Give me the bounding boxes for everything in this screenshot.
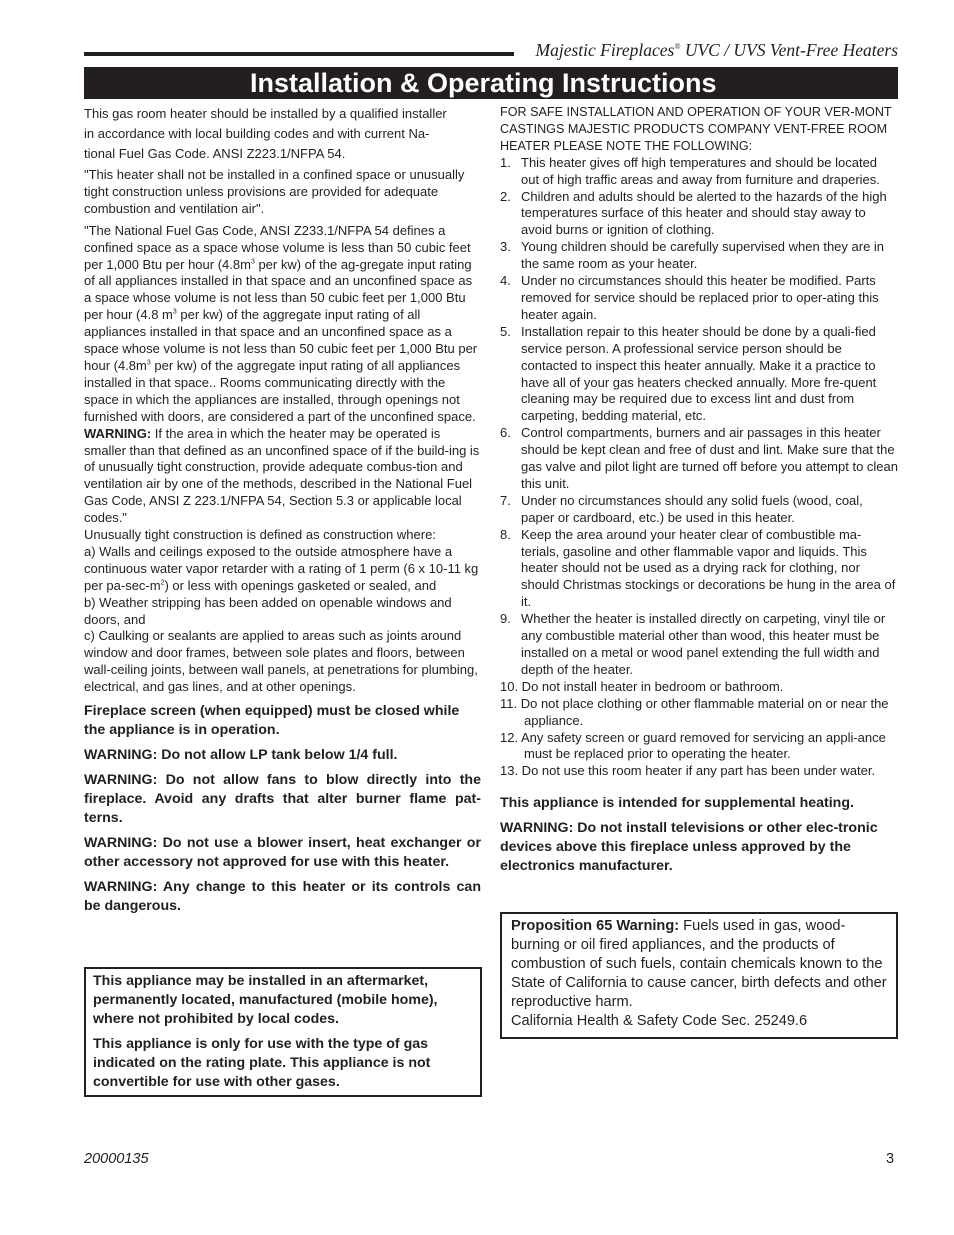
list-item — [500, 425, 898, 493]
list-text: Under no circumstances should this heater be modified. Parts removed for service should be replaced prior to oper-ating this heater again. — [521, 273, 879, 322]
brand-name: Majestic Fireplaces — [535, 40, 675, 60]
left-column — [84, 104, 481, 916]
definition-paragraph — [84, 223, 481, 426]
quote-paragraph: "This heater shall not be installed in a confined space or unusually tight construction unless provisions are provided for adequate combustion and ventilation air". — [84, 167, 465, 216]
list-item: 11. Do not place clothing or other flammable material on or near the appliance. — [500, 695, 889, 728]
page-title: Installation & Operating Instructions — [84, 67, 898, 99]
list-number: 9. — [500, 611, 511, 627]
list-text: Children and adults should be alerted to the hazards of the high temperatures surface of this heater and should stay away to avoid burns or ignition of clothing. — [521, 188, 887, 238]
list-item — [500, 273, 898, 324]
list-number: 7. — [500, 492, 511, 508]
change-warning: WARNING: Any change to this heater or its controls can be dangerous. — [84, 879, 481, 915]
mobile-home-notice: This appliance may be installed in an aftermarket, permanently located, manufactured (mobile home), where not prohibited by local codes. — [93, 973, 438, 1027]
list-number: 6. — [500, 425, 511, 441]
list-text: This heater gives off high temperatures and should be located out of high traffic areas and away from furniture and draperies. — [521, 154, 880, 187]
list-item: 13. Do not use this room heater if any part has been under water. — [500, 763, 876, 779]
list-item: 12. Any safety screen or guard removed for servicing an appli-ance must be replaced prior to operating the heater. — [500, 729, 886, 762]
list-text: Under no circumstances should any solid fuels (wood, coal, paper or cardboard, etc.) be used in this heater. — [521, 492, 863, 525]
prop65-warning-box — [500, 912, 898, 1039]
list-number: 8. — [500, 526, 511, 542]
tight-item-b: b) Weather stripping has been added on openable windows and doors, and — [84, 594, 452, 627]
definition-text: per kw) of the aggregate input rating of all appliances installed in that space and an unconfined space as a space whose volume is not less than 50 cubic feet per 1,000 Btu per hour (4.8m — [84, 307, 478, 373]
brand-product: UVC / UVS Vent-Free Heaters — [680, 40, 898, 60]
list-number: 1. — [500, 154, 511, 170]
safety-list — [500, 155, 898, 679]
document-number: 20000135 — [84, 1151, 149, 1167]
intro-line: This gas room heater should be installed by a qualified installer — [84, 106, 447, 121]
installation-notice-box — [84, 967, 482, 1097]
prop65-paragraph — [511, 917, 887, 1012]
list-item — [500, 239, 898, 273]
header-brand — [520, 40, 898, 61]
superscript: 2 — [160, 579, 165, 587]
tight-item-a — [84, 544, 481, 595]
warning-text: If the area in which the heater may be operated is smaller than that defined as an unconfined space of if the build-ing is of unusually tight construction, provide adequate combus-tion and ventilation air by one of the methods, described in the National Fuel Gas Code, ANSI Z 223.1/NFPA 54, Section 5.3 or applicable local codes." — [84, 425, 480, 526]
intro-line: tional Fuel Gas Code. ANSI Z223.1/NFPA 54. — [84, 146, 346, 161]
page-number: 3 — [886, 1151, 895, 1167]
list-item — [500, 611, 898, 679]
list-number: 3. — [500, 239, 511, 255]
tight-item-text: a) Walls and ceilings exposed to the outside atmosphere have a continuous water vapor retarder with a rating of 1 perm (6 x 10-11 kg per pa-sec-m — [84, 543, 479, 593]
blower-warning: WARNING: Do not use a blower insert, heat exchanger or other accessory not approved for use with this heater. — [84, 835, 481, 871]
safety-intro: FOR SAFE INSTALLATION AND OPERATION OF YOUR VER-MONT CASTINGS MAJESTIC PRODUCTS COMPANY VENT-FREE ROOM HEATER PLEASE NOTE THE FOLLOWING: — [500, 105, 892, 153]
list-number: 4. — [500, 273, 511, 289]
warning-label: WARNING: — [84, 425, 152, 441]
list-number: 5. — [500, 323, 511, 339]
brand-registered-mark: ® — [674, 42, 681, 52]
superscript: 3 — [172, 308, 177, 316]
list-number: 2. — [500, 188, 511, 204]
superscript: 3 — [146, 359, 151, 367]
list-item: 10. Do not install heater in bedroom or bathroom. — [500, 678, 784, 694]
screen-warning: Fireplace screen (when equipped) must be closed while the appliance is in operation. — [84, 703, 460, 739]
list-text: Keep the area around your heater clear of combustible ma-terials, gasoline and other flammable vapor and liquids. This heater should not be used as a drying rack for clothing, nor should Christmas stockings or decorations be hung in the area of it. — [521, 526, 896, 610]
list-item — [500, 324, 898, 425]
list-item — [500, 189, 898, 240]
lp-tank-warning: WARNING: Do not allow LP tank below 1/4 full. — [84, 747, 398, 764]
tight-item-text: ) or less with openings gasketed or sealed, and — [164, 577, 437, 593]
electronics-warning: WARNING: Do not install televisions or other elec-tronic devices above this fireplace unless approved by the electronics manufacturer. — [500, 820, 878, 875]
prop65-label: Proposition 65 Warning: — [511, 918, 680, 934]
list-item — [500, 527, 898, 612]
definition-text: per kw) of the aggregate input rating of all appliances installed in that space.. Rooms communicating directly with the space in which the appliances are installed, through openings not furnished with doors, are considered a part of the unconfined space. — [84, 357, 476, 424]
intro-line: in accordance with local building codes and with current Na- — [84, 126, 430, 141]
prop65-text: Fuels used in gas, wood-burning or oil fired appliances, and the products of combustion of such fuels, contain chemicals known to the State of California to cause cancer, birth defects and other reproductive harm. — [511, 918, 887, 1010]
definition-text: per kw) of the ag-gregate input rating of all appliances installed in that space and an unconfined space as a space whose volume is not less than 50 cubic feet per 1,000 Btu per hour (4.8 m — [84, 256, 473, 323]
superscript: 3 — [250, 258, 255, 266]
list-text: Whether the heater is installed directly on carpeting, vinyl tile or any combustible material other than wood, this heater must be installed on a metal or wood panel extending the full width and depth of the heater. — [521, 611, 886, 677]
header-rule — [84, 52, 514, 56]
gas-type-notice: This appliance is only for use with the type of gas indicated on the rating plate. This appliance is not convertible for use with other gases. — [93, 1036, 431, 1090]
tight-item-c: c) Caulking or sealants are applied to areas such as joints around window and door frames, between sole plates and floors, between wall-ceiling joints, between wall panels, at penetrations for plumbing, electrical, and gas lines, and at other openings. — [84, 628, 478, 695]
warning-paragraph — [84, 426, 481, 527]
list-item — [500, 155, 898, 189]
list-text: Young children should be carefully supervised when they are in the same room as your heater. — [521, 239, 885, 272]
prop65-code: California Health & Safety Code Sec. 25249.6 — [511, 1013, 808, 1029]
tight-construction-intro: Unusually tight construction is defined as construction where: — [84, 527, 436, 543]
list-text: Installation repair to this heater should be done by a quali-fied service person. A professional service person should be contacted to inspect this heater annually. Make it a practice to have all of your gas heaters checked annually. More fre-quent cleaning may be required due to excess lint and dust from carpeting, bedding material, etc. — [521, 323, 877, 424]
list-text: Control compartments, burners and air passages in this heater should be kept clean and free of dust and lint. Make sure that the gas valve and pilot light are turned off before you attempt to clean this unit. — [521, 425, 898, 491]
supplemental-heating-note: This appliance is intended for supplemental heating. — [500, 795, 854, 812]
definition-text: "The National Fuel Gas Code, ANSI Z233.1/NFPA 54 defines a confined space as a space whose volume is less than 50 cubic feet per 1,000 Btu per hour (4.8m — [84, 222, 471, 272]
list-item — [500, 493, 898, 527]
fan-warning: WARNING: Do not allow fans to blow directly into the fireplace. Avoid any drafts that alter burner flame pat-terns. — [84, 772, 481, 827]
right-column — [500, 104, 898, 876]
